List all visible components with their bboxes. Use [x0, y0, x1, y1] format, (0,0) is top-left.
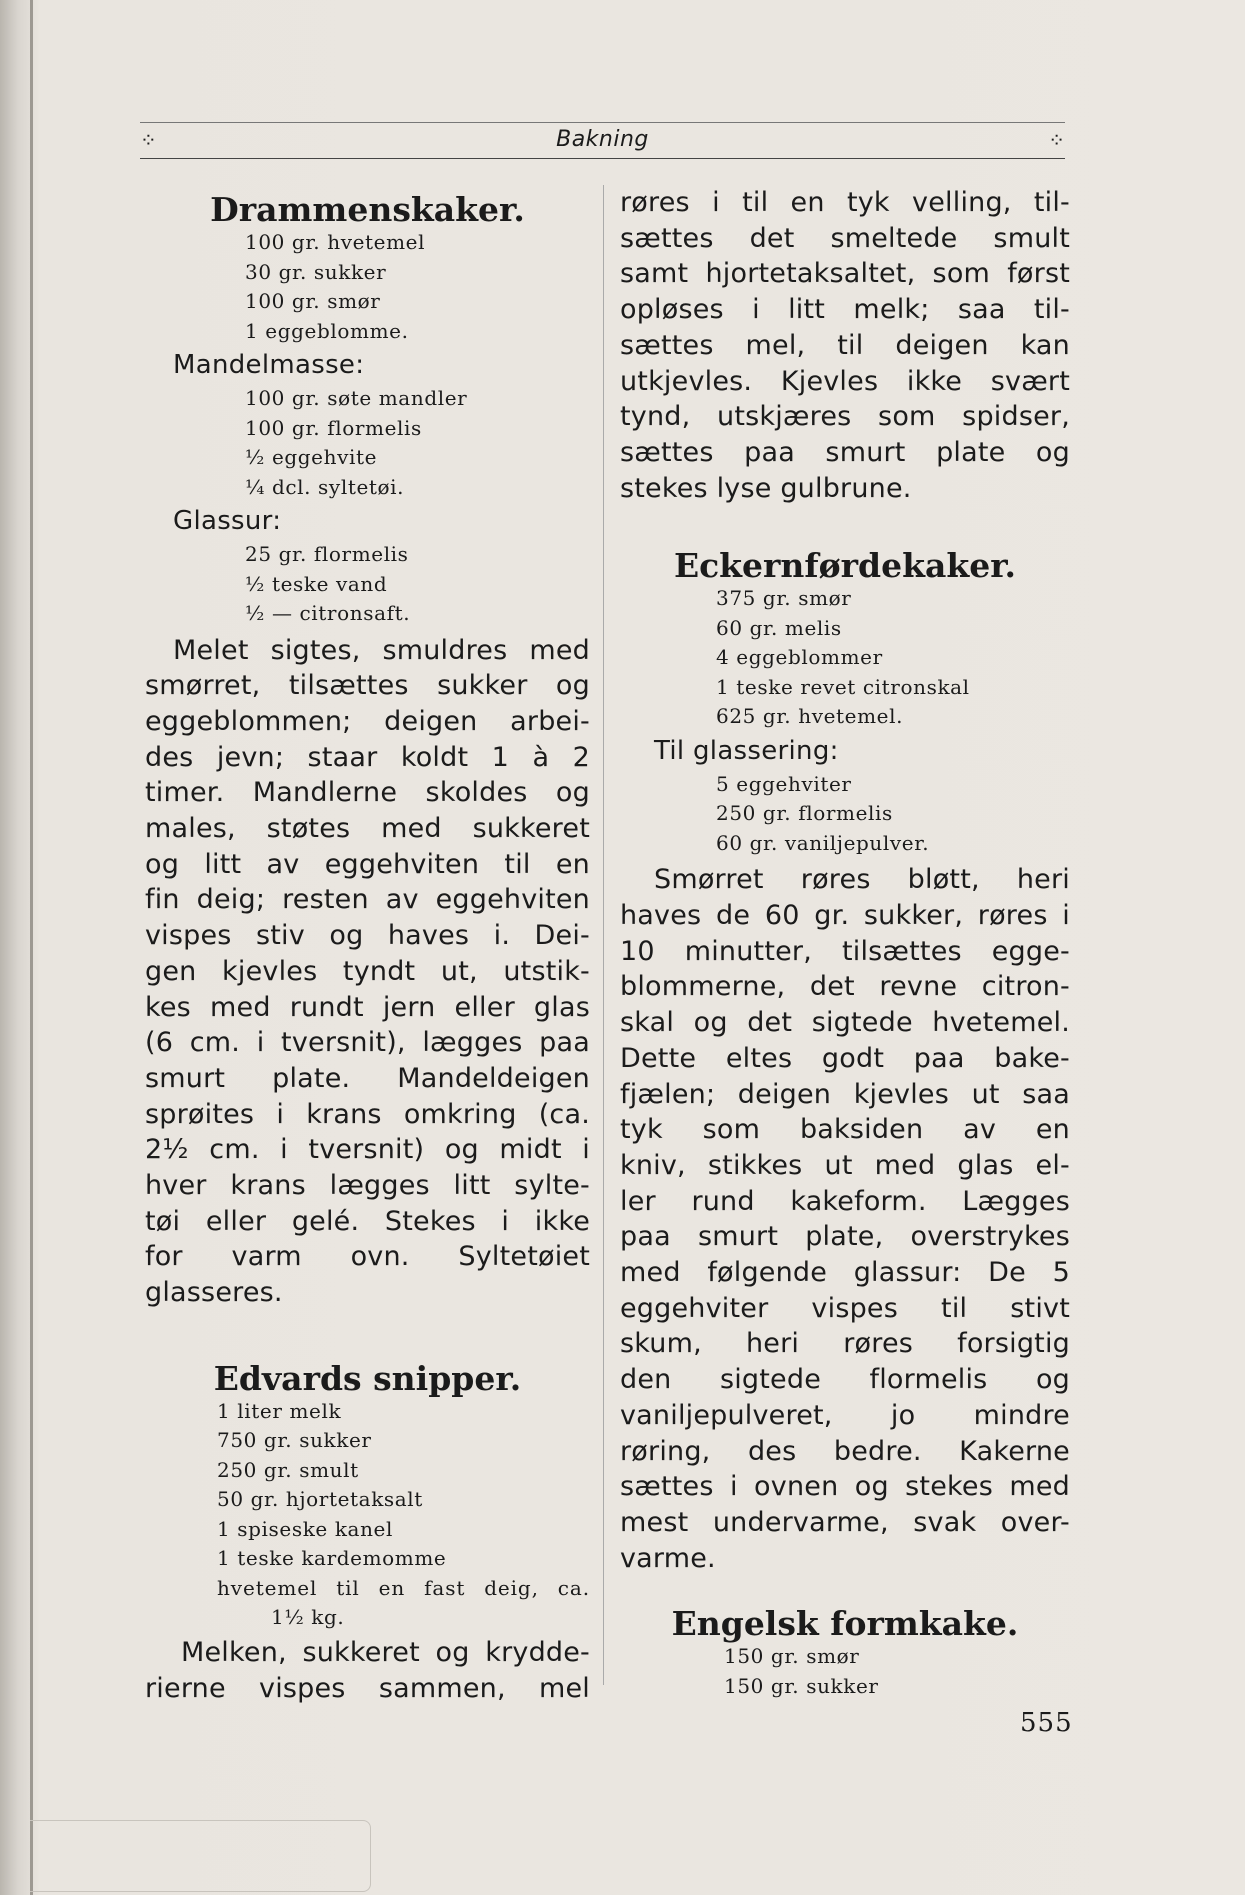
ingredient-list [620, 584, 1070, 732]
ingredient-item: 100 gr. hvetemel [245, 230, 426, 254]
text-line: sættes mel, til deigen kan [620, 329, 1070, 361]
ingredient-item: 4 eggeblommer [716, 645, 883, 670]
text-line: sættes det smeltede smult [620, 222, 1070, 254]
text-line: 2½ cm. i tversnit) og midt i [145, 1134, 590, 1166]
ingredient-item: 750 gr. sukker [217, 1428, 372, 1453]
text-line: skal og det sigtede hvetemel. [620, 1007, 1070, 1039]
recipe-heading-eckernforde: Eckernførdekaker. [673, 546, 1017, 586]
text-line: Smørret røres bløtt, heri [654, 864, 1070, 896]
ingredient-list [145, 1397, 590, 1633]
text-line: tøi eller gelé. Stekes i ikke [145, 1205, 590, 1237]
text-line: rierne vispes sammen, mel [145, 1672, 590, 1704]
text-line: eggehviter vispes til stivt [620, 1292, 1070, 1324]
ingredient-item: ½ eggehvite [245, 445, 378, 469]
recipe-heading-engelsk: Engelsk formkake. [671, 1604, 1019, 1644]
text-line: skum, heri røres forsigtig [620, 1328, 1070, 1360]
text-line: utkjevles. Kjevles ikke svært [620, 365, 1070, 397]
ingredient-item: 1 spiseske kanel [217, 1516, 393, 1541]
text-line: røres i til en tyk velling, til- [620, 187, 1070, 218]
text-line: tyk som baksiden av en [620, 1114, 1070, 1146]
ingredient-item: 60 gr. melis [716, 615, 842, 640]
ingredient-item: 50 gr. hjortetaksalt [217, 1487, 423, 1512]
text-line: og litt av eggehviten til en [145, 848, 590, 880]
ingredient-item: 1 teske revet citronskal [716, 674, 970, 699]
text-line: gen kjevles tyndt ut, utstik- [145, 955, 590, 987]
text-line: des jevn; staar koldt 1 à 2 [145, 741, 590, 773]
text-line: Dette eltes godt paa bake- [620, 1042, 1070, 1074]
sub-heading-mandelmasse: Mandelmasse: [173, 350, 365, 380]
text-line: eggeblommen; deigen arbei- [145, 705, 590, 737]
book-spine [30, 0, 33, 1895]
text-line: (6 cm. i tversnit), lægges paa [145, 1027, 590, 1059]
ingredient-list [145, 384, 590, 502]
text-line: den sigtede flormelis og [620, 1364, 1070, 1396]
ingredient-item: 375 gr. smør [716, 586, 852, 611]
ingredient-item: ¼ dcl. syltetøi. [245, 474, 405, 499]
ornament-right-icon: ⁘ [1048, 128, 1065, 152]
column-divider [603, 185, 604, 1685]
text-line: varme. [620, 1542, 716, 1574]
ingredient-item: 1 teske kardemomme [217, 1546, 447, 1571]
header-rule-bottom [140, 158, 1065, 159]
ingredient-list [145, 228, 590, 346]
text-line: sprøites i krans omkring (ca. [145, 1098, 590, 1130]
right-column [620, 185, 1070, 1701]
page-number: 555 [1020, 1708, 1073, 1738]
text-line: timer. Mandlerne skoldes og [145, 777, 590, 809]
sub-heading-til-glassering: Til glassering: [654, 735, 839, 766]
ingredient-item: hvetemel til en fast deig, ca. [217, 1575, 590, 1600]
text-line: mest undervarme, svak over- [620, 1506, 1070, 1538]
ornament-left-icon: ⁘ [140, 128, 157, 152]
ingredient-list [145, 540, 590, 629]
ingredient-item: 150 gr. sukker [724, 1673, 879, 1698]
text-line: hver krans lægges litt sylte- [145, 1170, 590, 1202]
recipe-heading-drammenskaker: Drammenskaker. [210, 190, 525, 229]
text-line: for varm ovn. Syltetøiet [145, 1241, 590, 1273]
text-line: 10 minutter, tilsættes egge- [620, 935, 1070, 967]
ingredient-item: 1 eggeblomme. [245, 318, 409, 343]
ingredient-item: ½ teske vand [245, 571, 388, 596]
text-line: smurt plate. Mandeldeigen [145, 1062, 590, 1094]
ingredient-list [620, 770, 1070, 859]
recipe-heading-edvards: Edvards snipper. [213, 1358, 522, 1398]
ingredient-item: 1 liter melk [217, 1398, 342, 1423]
text-line: kniv, stikkes ut med glas el- [620, 1149, 1070, 1181]
running-head-title: Bakning [556, 127, 649, 152]
ingredient-item: 100 gr. flormelis [245, 415, 422, 440]
text-line: haves de 60 gr. sukker, røres i [620, 900, 1070, 932]
ingredient-item: 150 gr. smør [724, 1644, 860, 1669]
text-line: blommerne, det revne citron- [620, 971, 1070, 1003]
text-line: Melet sigtes, smuldres med [173, 634, 590, 666]
ingredient-item: 100 gr. søte mandler [245, 386, 468, 410]
text-line: sættes paa smurt plate og [620, 436, 1070, 468]
ingredient-item: 5 eggehviter [716, 771, 852, 796]
ingredient-list [620, 1642, 1070, 1701]
recipe-text-eckernforde [620, 862, 1070, 1576]
header-rule-top [140, 122, 1065, 123]
sub-heading-glassur: Glassur: [173, 506, 282, 536]
ingredient-item: 1½ kg. [271, 1605, 345, 1630]
text-line: med følgende glassur: De 5 [620, 1257, 1070, 1289]
text-line: opløses i litt melk; saa til- [620, 294, 1070, 326]
ingredient-item: 250 gr. flormelis [716, 801, 893, 826]
left-column [145, 188, 590, 1706]
recipe-text-drammenskaker [145, 633, 590, 1311]
text-line: vispes stiv og haves i. Dei- [145, 920, 590, 952]
text-line: samt hjortetaksaltet, som først [620, 258, 1070, 290]
text-line: sættes i ovnen og stekes med [620, 1471, 1070, 1503]
recipe-text-edvards-continued [620, 185, 1070, 506]
ingredient-item: 250 gr. smult [217, 1457, 359, 1482]
ingredient-item: 60 gr. vaniljepulver. [716, 830, 930, 855]
text-line: stekes lyse gulbrune. [620, 472, 912, 504]
text-line: smørret, tilsættes sukker og [145, 670, 590, 702]
text-line: ler rund kakeform. Lægges [620, 1185, 1070, 1217]
text-line: glasseres. [145, 1277, 283, 1309]
text-line: fin deig; resten av eggehviten [145, 884, 590, 916]
ingredient-item: 25 gr. flormelis [245, 542, 409, 566]
ingredient-item: 625 gr. hvetemel. [716, 704, 904, 729]
recipe-text-edvards [145, 1635, 590, 1706]
text-line: kes med rundt jern eller glas [145, 991, 590, 1023]
text-line: males, støtes med sukkeret [145, 813, 590, 845]
running-head [140, 122, 1065, 162]
text-line: vaniljepulveret, jo mindre [620, 1399, 1070, 1431]
text-line: Melken, sukkeret og krydde- [181, 1636, 590, 1668]
ingredient-item: 30 gr. sukker [245, 259, 387, 284]
ingredient-item: ½ — citronsaft. [245, 601, 411, 625]
text-line: fjælen; deigen kjevles ut saa [620, 1078, 1070, 1110]
ingredient-item: 100 gr. smør [245, 289, 381, 313]
text-line: røring, des bedre. Kakerne [620, 1435, 1070, 1467]
text-line: tynd, utskjæres som spidser, [620, 401, 1070, 433]
text-line: paa smurt plate, overstrykes [620, 1221, 1070, 1253]
page-edge-mark [30, 1820, 371, 1892]
